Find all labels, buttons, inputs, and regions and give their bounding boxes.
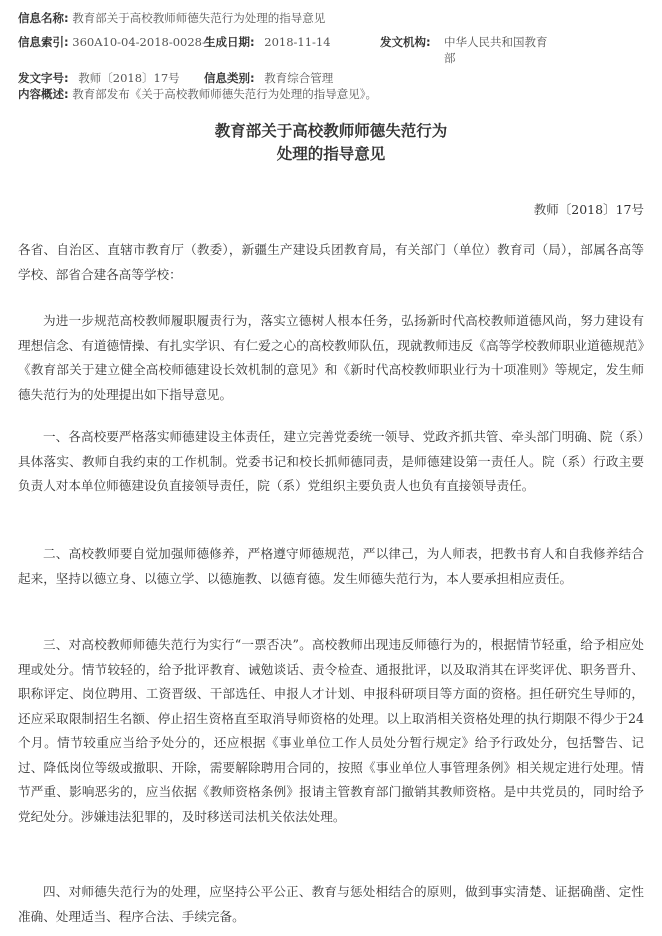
addressee-paragraph: 各省、自治区、直辖市教育厅（教委），新疆生产建设兵团教育局，有关部门（单位）教育司（局），部属各高等学校、部省合建各高等学校： <box>18 242 644 282</box>
meta-row-index <box>18 34 213 50</box>
meta-index-value: 360A10-04-2018-0028-1 <box>72 35 214 49</box>
meta-name-value: 教育部关于高校教师师德失范行为处理的指导意见 <box>72 11 326 25</box>
page-title: 教育部关于高校教师师德失范行为 处理的指导意见 <box>214 122 448 163</box>
meta-summary-label: 内容概述: <box>18 87 69 101</box>
meta-row-date <box>204 34 331 50</box>
meta-row-name <box>18 10 325 26</box>
section-2-paragraph: 二、高校教师要自觉加强师德修养，严格遵守师德规范，严以律己，为人师表，把教书育人和自我修养结合起来，坚持以德立身、以德立学、以德施教、以德育德。发生师德失范行为，本人要承担相应责任。 <box>18 546 644 586</box>
meta-issuer-value: 中华人民共和国教育 部 <box>444 35 548 65</box>
section-4-paragraph: 四、对师德失范行为的处理，应坚持公平公正、教育与惩处相结合的原则，做到事实清楚、证据确凿、定性准确、处理适当、程序合法、手续完备。 <box>18 884 644 924</box>
section-3-paragraph: 三、对高校教师师德失范行为实行“一票否决”。高校教师出现违反师德行为的，根据情节轻重，给予相应处理或处分。情节较轻的，给予批评教育、诫勉谈话、责令检查、通报批评，以及取消其在评奖评优、职务晋升、职称评定、岗位聘用、工资晋级、干部选任、申报人才计划、申报科研项目等方面的资格。担任研究生导师的，还应采取限制招生名额、停止招生资格直至取消导师资格的处理。以上取消相关资格处理的执行期限不得少于24个月。情节较重应当给予处分的，还应根据《事业单位工作人员处分暂行规定》给予行政处分，包括警告、记过、降低岗位等级或撤职、开除，需要解除聘用合同的，按照《事业单位人事管理条例》相关规定进行处理。情节严重、影响恶劣的，应当依据《教师资格条例》报请主管教育部门撤销其教师资格。是中共党员的，同时给予党纪处分。涉嫌违法犯罪的，及时移送司法机关依法处理。 <box>18 637 644 824</box>
section-1-paragraph: 一、各高校要严格落实师德建设主体责任，建立完善党委统一领导、党政齐抓共管、牵头部门明确、院（系）具体落实、教师自我约束的工作机制。党委书记和校长抓师德同责，是师德建设第一责任人。院（系）行政主要负责人对本单位师德建设负直接领导责任，院（系）党组织主要负责人也负有直接领导责任。 <box>18 429 644 493</box>
meta-summary-value: 教育部发布《关于高校教师师德失范行为处理的指导意见》。 <box>72 87 378 101</box>
meta-name-label: 信息名称: <box>18 11 69 25</box>
meta-index-label: 信息索引: <box>18 35 69 49</box>
meta-issuer-label: 发文机构: <box>380 35 431 49</box>
meta-date-value: 2018-11-14 <box>264 35 331 49</box>
meta-row-docno <box>18 70 180 86</box>
meta-category-value: 教育综合管理 <box>264 71 334 85</box>
document-number: 教师〔2018〕17号 <box>533 202 644 217</box>
meta-docno-label: 发文字号: <box>18 71 69 85</box>
intro-paragraph: 为进一步规范高校教师履职履责行为，落实立德树人根本任务，弘扬新时代高校教师道德风尚，努力建设有理想信念、有道德情操、有扎实学识、有仁爱之心的高校教师队伍，现就教师违反《高等学校教师职业道德规范》《教育部关于建立健全高校师德建设长效机制的意见》和《新时代高校教师职业行为十项准则》等规定，发生师德失范行为的处理提出如下指导意见。 <box>18 313 644 402</box>
meta-category-label: 信息类别: <box>204 71 255 85</box>
meta-docno-value: 教师〔2018〕17号 <box>78 71 180 85</box>
meta-date-label: 生成日期: <box>204 35 255 49</box>
meta-row-summary <box>18 86 377 102</box>
meta-row-category <box>204 70 333 86</box>
